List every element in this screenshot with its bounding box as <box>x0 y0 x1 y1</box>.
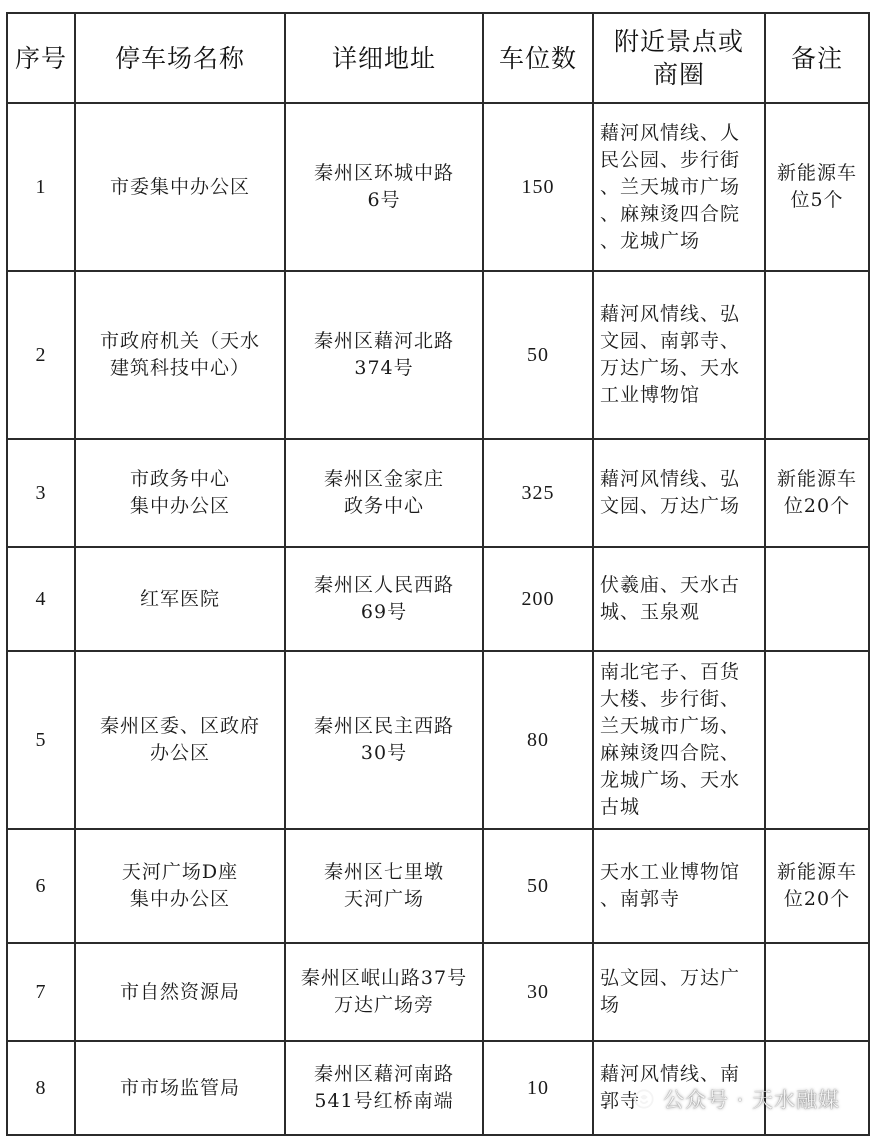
cell-address-line: 秦州区人民西路 <box>313 574 454 596</box>
cell-name-line: 红军医院 <box>139 587 220 610</box>
cell-address-line: 秦州区藉河北路 <box>313 330 454 352</box>
cell-no: 4 <box>7 547 75 651</box>
cell-spaces: 200 <box>483 547 593 651</box>
cell-no: 5 <box>7 651 75 829</box>
cell-note-line: 新能源车 <box>776 162 857 184</box>
cell-address-line: 秦州区金家庄 <box>323 468 444 490</box>
cell-nearby-line: 藉河风情线、人 <box>600 121 741 144</box>
cell-no: 6 <box>7 829 75 943</box>
parking-lot-table-sheet <box>6 12 868 1136</box>
cell-nearby-line: 文园、南郭寺、 <box>600 330 741 352</box>
cell-spaces: 10 <box>483 1041 593 1135</box>
header-nearby-line: 附近景点或 <box>613 27 744 56</box>
cell-nearby <box>593 103 765 271</box>
cell-nearby-line: 南北宅子、百货 <box>600 661 741 683</box>
cell-name <box>75 829 285 943</box>
cell-name-line: 集中办公区 <box>129 888 230 910</box>
cell-note <box>765 829 869 943</box>
cell-name-line: 建筑科技中心） <box>109 357 250 379</box>
cell-spaces: 150 <box>483 103 593 271</box>
cell-note-line: 位20个 <box>783 888 851 910</box>
cell-nearby <box>593 943 765 1041</box>
cell-note-line: 新能源车 <box>776 861 857 883</box>
cell-address-line: 秦州区藉河南路 <box>313 1063 454 1085</box>
cell-note <box>765 439 869 547</box>
cell-address-line: 秦州区七里墩 <box>323 861 444 883</box>
cell-address <box>285 651 483 829</box>
cell-address <box>285 547 483 651</box>
cell-name <box>75 651 285 829</box>
table-row <box>7 651 869 829</box>
cell-name <box>75 1041 285 1135</box>
cell-address <box>285 103 483 271</box>
cell-nearby-line: 场 <box>600 994 621 1016</box>
table-row <box>7 943 869 1041</box>
cell-nearby-line: 兰天城市广场、 <box>600 715 741 737</box>
cell-name-line: 市政府机关（天水 <box>99 330 260 352</box>
cell-nearby-line: 、龙城广场 <box>600 229 701 252</box>
cell-address-line: 政务中心 <box>343 495 424 517</box>
header-address: 详细地址 <box>285 13 483 103</box>
cell-no: 3 <box>7 439 75 547</box>
cell-nearby <box>593 829 765 943</box>
cell-address <box>285 271 483 439</box>
cell-spaces: 50 <box>483 271 593 439</box>
cell-nearby-line: 藉河风情线、弘 <box>600 468 741 490</box>
cell-note <box>765 547 869 651</box>
cell-nearby-line: 民公园、步行街 <box>600 148 741 171</box>
cell-note <box>765 943 869 1041</box>
cell-address <box>285 829 483 943</box>
table-row <box>7 271 869 439</box>
cell-name-line: 市市场监管局 <box>119 1076 240 1099</box>
cell-nearby-line: 、麻辣烫四合院 <box>600 202 741 225</box>
cell-no: 7 <box>7 943 75 1041</box>
cell-note <box>765 103 869 271</box>
header-spaces: 车位数 <box>483 13 593 103</box>
cell-nearby <box>593 547 765 651</box>
cell-note-line: 新能源车 <box>776 468 857 490</box>
cell-name <box>75 943 285 1041</box>
table-row <box>7 829 869 943</box>
watermark-text: 公众号 · 天水融媒 <box>662 1088 840 1112</box>
cell-address-line: 万达广场旁 <box>333 994 434 1016</box>
cell-name-line: 秦州区委、区政府 <box>99 715 260 737</box>
cell-nearby-line: 城、玉泉观 <box>600 601 701 623</box>
cell-nearby-line: 、南郭寺 <box>600 888 681 910</box>
cell-nearby-line: 大楼、步行街、 <box>600 688 741 710</box>
cell-name <box>75 103 285 271</box>
cell-nearby-line: 天水工业博物馆 <box>600 861 741 883</box>
header-note: 备注 <box>765 13 869 103</box>
table-header-row <box>7 13 869 103</box>
cell-note-line: 位20个 <box>783 495 851 517</box>
cell-name-line: 市委集中办公区 <box>109 175 250 198</box>
cell-nearby <box>593 651 765 829</box>
cell-spaces: 30 <box>483 943 593 1041</box>
cell-address-line: 374号 <box>354 357 414 379</box>
cell-nearby-line: 藉河风情线、弘 <box>600 303 741 325</box>
table-body <box>7 103 869 1135</box>
cell-name <box>75 439 285 547</box>
cell-address-line: 6号 <box>367 189 401 211</box>
cell-spaces: 325 <box>483 439 593 547</box>
cell-address-line: 69号 <box>360 601 408 623</box>
cell-nearby <box>593 271 765 439</box>
cell-note <box>765 651 869 829</box>
cell-name-line: 集中办公区 <box>129 495 230 517</box>
cell-nearby-line: 古城 <box>600 796 641 818</box>
cell-name <box>75 547 285 651</box>
cell-name-line: 天河广场D座 <box>121 861 239 883</box>
cell-address-line: 秦州区民主西路 <box>313 715 454 737</box>
cell-address <box>285 439 483 547</box>
cell-address <box>285 1041 483 1135</box>
cell-nearby-line: 、兰天城市广场 <box>600 175 741 198</box>
table-row <box>7 103 869 271</box>
table-row <box>7 547 869 651</box>
wechat-channel-icon <box>633 1088 655 1110</box>
cell-spaces: 50 <box>483 829 593 943</box>
cell-nearby-line: 工业博物馆 <box>600 384 701 406</box>
cell-spaces: 80 <box>483 651 593 829</box>
cell-address <box>285 943 483 1041</box>
cell-name-line: 市自然资源局 <box>119 980 240 1003</box>
cell-address-line: 30号 <box>360 742 408 764</box>
cell-no: 8 <box>7 1041 75 1135</box>
parking-lot-table <box>6 12 870 1136</box>
cell-nearby-line: 麻辣烫四合院、 <box>600 742 741 764</box>
watermark <box>633 1084 840 1114</box>
cell-nearby-line: 郭寺 <box>600 1090 641 1112</box>
cell-nearby-line: 伏羲庙、天水古 <box>600 574 741 596</box>
cell-note-line: 位5个 <box>790 189 844 211</box>
cell-address-line: 秦州区岷山路37号 <box>300 967 468 989</box>
cell-name-line: 办公区 <box>149 742 210 764</box>
cell-address-line: 天河广场 <box>343 888 424 910</box>
cell-no: 2 <box>7 271 75 439</box>
cell-name <box>75 271 285 439</box>
cell-nearby <box>593 439 765 547</box>
table-row <box>7 439 869 547</box>
cell-address-line: 秦州区环城中路 <box>313 162 454 184</box>
header-nearby <box>593 13 765 103</box>
cell-no: 1 <box>7 103 75 271</box>
cell-nearby-line: 万达广场、天水 <box>600 357 741 379</box>
cell-nearby-line: 藉河风情线、南 <box>600 1063 741 1085</box>
header-nearby-line: 商圈 <box>652 60 705 89</box>
cell-nearby-line: 文园、万达广场 <box>600 495 741 517</box>
cell-nearby-line: 龙城广场、天水 <box>600 769 741 791</box>
cell-note <box>765 271 869 439</box>
header-no: 序号 <box>7 13 75 103</box>
cell-name-line: 市政务中心 <box>129 468 230 490</box>
cell-nearby-line: 弘文园、万达广 <box>600 967 741 989</box>
cell-address-line: 541号红桥南端 <box>314 1090 454 1112</box>
header-name: 停车场名称 <box>75 13 285 103</box>
